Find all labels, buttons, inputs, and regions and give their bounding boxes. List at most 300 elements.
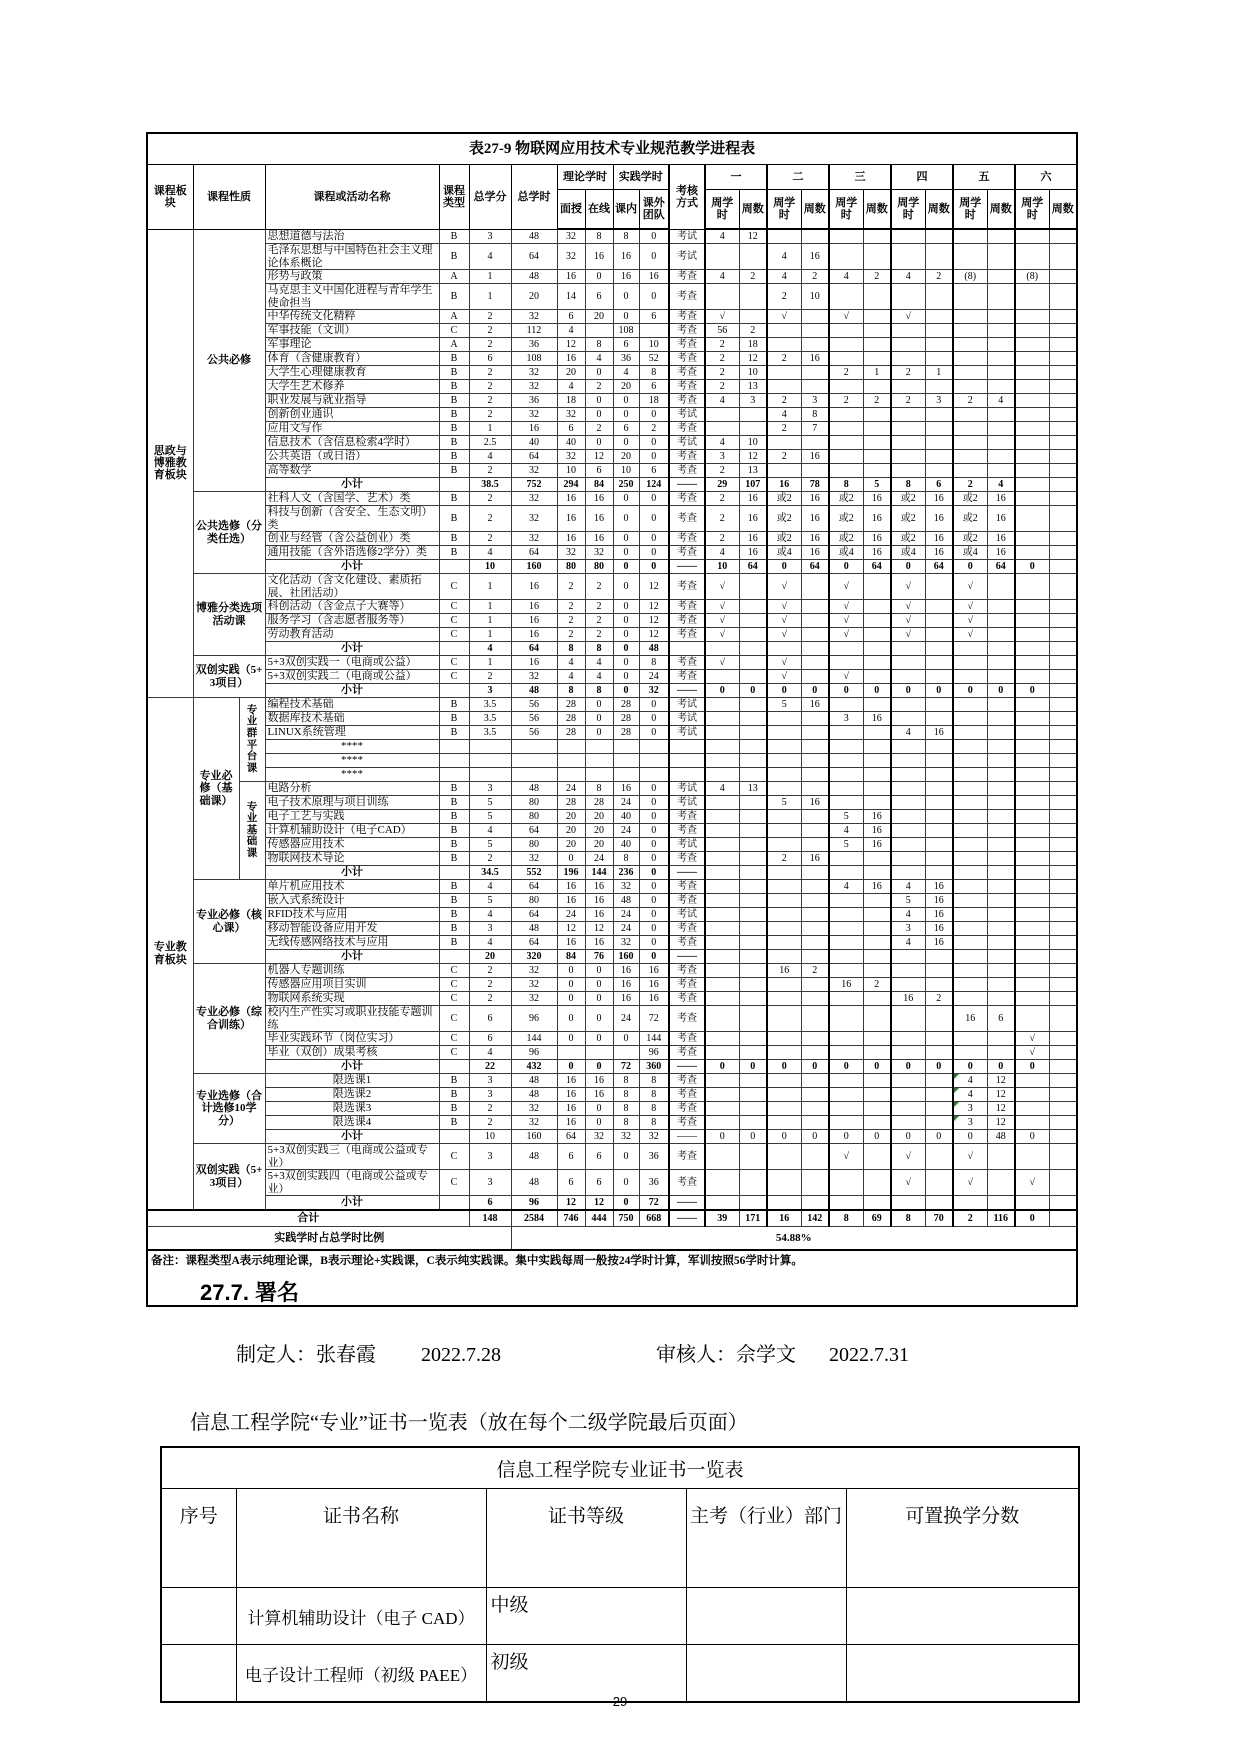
week-hours	[1015, 852, 1049, 866]
online-hours: 4	[585, 656, 613, 670]
weeks	[801, 436, 829, 450]
week-hours	[953, 338, 987, 352]
weeks: 0	[801, 1130, 829, 1144]
week-hours	[891, 1102, 925, 1116]
week-hours	[767, 324, 801, 338]
cell-cert-name: 计算机辅助设计（电子 CAD）	[236, 1588, 486, 1645]
out-of-class-hours: 32	[639, 1130, 669, 1144]
week-hours: 0	[891, 560, 925, 574]
total-credits: 3	[469, 684, 511, 698]
week-hours	[767, 936, 801, 950]
week-hours	[767, 824, 801, 838]
weeks	[1049, 380, 1077, 394]
week-hours: 或2	[953, 506, 987, 532]
weeks	[987, 366, 1015, 380]
assessment: 考查	[669, 894, 705, 908]
weeks	[1049, 796, 1077, 810]
weeks	[801, 978, 829, 992]
out-of-class-hours: 0	[639, 284, 669, 310]
weeks	[863, 782, 891, 796]
in-class-hours: 160	[613, 950, 639, 964]
weeks	[1049, 600, 1077, 614]
in-class-hours: 24	[613, 796, 639, 810]
total-credits: 1	[469, 600, 511, 614]
col-week-hours: 周学时	[1015, 190, 1049, 230]
week-hours	[705, 992, 739, 1006]
week-hours: 2	[705, 366, 739, 380]
table-row	[147, 698, 1077, 712]
weeks	[739, 852, 767, 866]
course-name: 机器人专题训练	[265, 964, 439, 978]
weeks	[1049, 244, 1077, 270]
total-hours: 32	[511, 492, 557, 506]
week-hours	[705, 880, 739, 894]
week-hours: √	[1015, 1170, 1049, 1196]
week-hours: 16	[767, 1210, 801, 1227]
weeks: 64	[801, 560, 829, 574]
table-row	[147, 284, 1077, 310]
week-hours	[891, 866, 925, 880]
week-hours	[767, 866, 801, 880]
weeks	[739, 894, 767, 908]
weeks	[801, 922, 829, 936]
weeks	[1049, 284, 1077, 310]
weeks: 10	[739, 366, 767, 380]
total-credits: 3	[469, 1088, 511, 1102]
weeks: 13	[739, 380, 767, 394]
week-hours	[891, 1116, 925, 1130]
course-name: 计算机辅助设计（电子CAD）	[265, 824, 439, 838]
online-hours: 8	[585, 338, 613, 352]
weeks	[863, 600, 891, 614]
weeks	[987, 244, 1015, 270]
weeks	[739, 1102, 767, 1116]
week-hours	[767, 810, 801, 824]
course-name: 限选课4	[265, 1116, 439, 1130]
week-hours	[1015, 478, 1049, 492]
cell-cert-grade: 初级	[486, 1645, 686, 1703]
cell-cert-grade: 中级	[486, 1588, 686, 1645]
weeks	[925, 754, 953, 768]
week-hours	[1015, 506, 1049, 532]
course-type: C	[439, 324, 469, 338]
weeks	[1049, 782, 1077, 796]
weeks	[925, 436, 953, 450]
course-type: A	[439, 310, 469, 324]
weeks	[925, 782, 953, 796]
total-hours: 80	[511, 796, 557, 810]
table-row	[147, 532, 1077, 546]
signature-line	[236, 1338, 909, 1367]
weeks: 8	[801, 408, 829, 422]
weeks: 16	[925, 936, 953, 950]
week-hours: 0	[1015, 1130, 1049, 1144]
weeks	[987, 656, 1015, 670]
week-hours	[953, 450, 987, 464]
week-hours: 4	[767, 408, 801, 422]
in-class-hours: 0	[613, 614, 639, 628]
week-hours	[1015, 284, 1049, 310]
course-type: A	[439, 270, 469, 284]
f2f-hours: 32	[557, 450, 585, 464]
week-hours	[829, 244, 863, 270]
assessment: 考查	[669, 964, 705, 978]
block-label: 专业教育板块	[147, 698, 193, 1211]
weeks	[1049, 1060, 1077, 1074]
out-of-class-hours: 16	[639, 978, 669, 992]
week-hours: 0	[767, 560, 801, 574]
table-row	[147, 768, 1077, 782]
week-hours	[829, 656, 863, 670]
week-hours	[1015, 352, 1049, 366]
online-hours: 16	[585, 492, 613, 506]
week-hours	[1015, 532, 1049, 546]
week-hours: 0	[891, 1130, 925, 1144]
table-row	[147, 546, 1077, 560]
week-hours: 4	[705, 229, 739, 244]
weeks: 107	[739, 478, 767, 492]
total-credits: 20	[469, 950, 511, 964]
week-hours	[767, 838, 801, 852]
weeks	[1049, 614, 1077, 628]
in-class-hours: 0	[613, 574, 639, 600]
online-hours	[585, 324, 613, 338]
table-row	[147, 824, 1077, 838]
weeks: 2	[863, 978, 891, 992]
weeks: 64	[863, 560, 891, 574]
weeks	[1049, 1130, 1077, 1144]
course-type: B	[439, 408, 469, 422]
week-hours: 8	[829, 478, 863, 492]
weeks	[863, 380, 891, 394]
f2f-hours: 32	[557, 229, 585, 244]
weeks	[987, 1046, 1015, 1060]
out-of-class-hours: 144	[639, 1032, 669, 1046]
week-hours	[1015, 754, 1049, 768]
out-of-class-hours: 12	[639, 574, 669, 600]
week-hours: √	[891, 614, 925, 628]
week-hours: 2	[767, 422, 801, 436]
course-type	[439, 768, 469, 782]
weeks: 10	[739, 436, 767, 450]
course-type: B	[439, 726, 469, 740]
online-hours: 4	[585, 670, 613, 684]
weeks: 16	[801, 352, 829, 366]
maker-date: 2022.7.28	[421, 1344, 501, 1366]
week-hours: 或2	[953, 532, 987, 546]
week-hours	[1015, 628, 1049, 642]
weeks: 16	[863, 546, 891, 560]
week-hours	[953, 978, 987, 992]
week-hours	[953, 310, 987, 324]
weeks: 16	[739, 546, 767, 560]
weeks	[863, 698, 891, 712]
weeks	[1049, 394, 1077, 408]
weeks	[925, 698, 953, 712]
practice-ratio-label: 实践学时占总学时比例	[147, 1227, 511, 1251]
week-hours	[953, 1032, 987, 1046]
weeks	[801, 992, 829, 1006]
week-hours: 4	[891, 726, 925, 740]
assessment: 考查	[669, 284, 705, 310]
table-row	[147, 1144, 1077, 1170]
f2f-hours: 80	[557, 560, 585, 574]
in-class-hours: 0	[613, 506, 639, 532]
table-row	[147, 380, 1077, 394]
weeks	[863, 229, 891, 244]
f2f-hours: 8	[557, 684, 585, 698]
course-type: B	[439, 810, 469, 824]
weeks	[1049, 338, 1077, 352]
course-name: 5+3双创实践一（电商或公益）	[265, 656, 439, 670]
week-hours	[1015, 908, 1049, 922]
section-label: 专业必修（核心课）	[193, 880, 265, 964]
table-row	[147, 1102, 1077, 1116]
assessment: ——	[669, 1210, 705, 1227]
week-hours	[1015, 436, 1049, 450]
weeks: 16	[925, 532, 953, 546]
week-hours	[705, 408, 739, 422]
week-hours	[1015, 740, 1049, 754]
weeks	[1049, 532, 1077, 546]
week-hours: √	[891, 628, 925, 642]
course-type: B	[439, 380, 469, 394]
week-hours	[767, 1196, 801, 1211]
online-hours: 16	[585, 532, 613, 546]
course-type: B	[439, 908, 469, 922]
online-hours: 2	[585, 380, 613, 394]
total-hours: 752	[511, 478, 557, 492]
f2f-hours: 28	[557, 698, 585, 712]
weeks: 48	[987, 1130, 1015, 1144]
in-class-hours: 20	[613, 380, 639, 394]
certificate-table	[160, 1446, 1080, 1703]
f2f-hours	[557, 754, 585, 768]
weeks	[987, 614, 1015, 628]
cert-table-caption: 信息工程学院“专业”证书一览表（放在每个二级学院最后页面）	[190, 1412, 748, 1434]
total-hours: 64	[511, 936, 557, 950]
weeks	[987, 338, 1015, 352]
weeks	[863, 338, 891, 352]
table-row	[147, 394, 1077, 408]
table-row	[147, 628, 1077, 642]
weeks	[801, 614, 829, 628]
week-hours	[1015, 936, 1049, 950]
weeks: 12	[987, 1074, 1015, 1088]
online-hours: 0	[585, 1116, 613, 1130]
week-hours	[891, 1032, 925, 1046]
weeks	[863, 614, 891, 628]
total-hours: 32	[511, 670, 557, 684]
f2f-hours	[557, 1046, 585, 1060]
col-semester-2: 二	[767, 165, 829, 190]
week-hours: 2	[767, 284, 801, 310]
f2f-hours: 4	[557, 380, 585, 394]
f2f-hours: 84	[557, 950, 585, 964]
out-of-class-hours: 6	[639, 464, 669, 478]
weeks	[925, 1088, 953, 1102]
weeks	[739, 1196, 767, 1211]
online-hours: 16	[585, 1074, 613, 1088]
online-hours: 20	[585, 810, 613, 824]
course-name: ****	[265, 768, 439, 782]
weeks: 12	[739, 352, 767, 366]
weeks	[925, 422, 953, 436]
in-class-hours: 0	[613, 642, 639, 656]
week-hours: 4	[891, 270, 925, 284]
table-row	[147, 1170, 1077, 1196]
course-name: 大学生艺术修养	[265, 380, 439, 394]
course-type: C	[439, 600, 469, 614]
weeks	[987, 824, 1015, 838]
weeks	[987, 270, 1015, 284]
table-row	[147, 450, 1077, 464]
weeks: 16	[801, 698, 829, 712]
f2f-hours: 4	[557, 670, 585, 684]
week-hours	[953, 408, 987, 422]
cell-index	[161, 1588, 236, 1645]
col-online: 在线	[585, 190, 613, 230]
week-hours	[829, 782, 863, 796]
out-of-class-hours	[639, 740, 669, 754]
online-hours: 16	[585, 506, 613, 532]
course-type	[439, 1060, 469, 1074]
weeks	[1049, 1144, 1077, 1170]
weeks	[925, 380, 953, 394]
week-hours	[1015, 1088, 1049, 1102]
week-hours: 0	[829, 560, 863, 574]
weeks	[1049, 1088, 1077, 1102]
week-hours	[829, 450, 863, 464]
weeks	[801, 464, 829, 478]
out-of-class-hours: 16	[639, 270, 669, 284]
week-hours: 0	[1015, 560, 1049, 574]
table-row	[147, 1088, 1077, 1102]
table-row	[147, 270, 1077, 284]
col-semester-3: 三	[829, 165, 891, 190]
weeks	[863, 244, 891, 270]
weeks	[801, 1116, 829, 1130]
out-of-class-hours: 10	[639, 338, 669, 352]
total-value: 444	[585, 1210, 613, 1227]
weeks	[863, 1196, 891, 1211]
week-hours: √	[767, 670, 801, 684]
table-row	[147, 964, 1077, 978]
course-type	[439, 866, 469, 880]
total-credits: 1	[469, 270, 511, 284]
course-type: B	[439, 838, 469, 852]
week-hours	[953, 366, 987, 380]
total-hours: 64	[511, 642, 557, 656]
week-hours	[953, 642, 987, 656]
week-hours	[767, 768, 801, 782]
total-hours: 20	[511, 284, 557, 310]
course-name: 马克思主义中国化进程与青年学生使命担当	[265, 284, 439, 310]
out-of-class-hours: 0	[639, 880, 669, 894]
weeks: 16	[801, 796, 829, 810]
weeks: 64	[925, 560, 953, 574]
total-hours: 64	[511, 908, 557, 922]
table-row	[147, 1196, 1077, 1211]
total-credits: 2	[469, 338, 511, 352]
f2f-hours: 4	[557, 324, 585, 338]
weeks	[1049, 574, 1077, 600]
table-row	[147, 936, 1077, 950]
weeks	[987, 796, 1015, 810]
week-hours	[1015, 866, 1049, 880]
total-hours: 48	[511, 684, 557, 698]
total-credits: 4	[469, 908, 511, 922]
week-hours	[705, 642, 739, 656]
week-hours	[767, 1102, 801, 1116]
week-hours	[767, 1074, 801, 1088]
grand-total-row	[147, 1210, 1077, 1227]
table-title: 表27-9 物联网应用技术专业规范教学进程表	[147, 133, 1077, 165]
course-name: 限选课3	[265, 1102, 439, 1116]
weeks	[1049, 352, 1077, 366]
weeks	[987, 852, 1015, 866]
total-hours: 56	[511, 698, 557, 712]
table-row	[147, 464, 1077, 478]
section-label: 专业必修（基础课）	[193, 698, 239, 880]
weeks	[1049, 684, 1077, 698]
week-hours	[953, 922, 987, 936]
course-type: C	[439, 574, 469, 600]
weeks: 6	[987, 1006, 1015, 1032]
col-block: 课程板块	[147, 165, 193, 230]
week-hours: 4	[891, 936, 925, 950]
course-type: B	[439, 450, 469, 464]
weeks: 16	[863, 810, 891, 824]
weeks	[801, 1196, 829, 1211]
week-hours: 2	[705, 380, 739, 394]
out-of-class-hours: 0	[639, 506, 669, 532]
out-of-class-hours	[639, 754, 669, 768]
course-name: 高等数学	[265, 464, 439, 478]
in-class-hours: 28	[613, 726, 639, 740]
weeks	[739, 1170, 767, 1196]
week-hours	[705, 838, 739, 852]
weeks	[987, 936, 1015, 950]
weeks	[801, 642, 829, 656]
table-row	[147, 1074, 1077, 1088]
weeks	[1049, 754, 1077, 768]
week-hours	[1015, 1196, 1049, 1211]
in-class-hours: 250	[613, 478, 639, 492]
in-class-hours: 16	[613, 782, 639, 796]
online-hours: 8	[585, 684, 613, 698]
week-hours: 5	[829, 838, 863, 852]
online-hours: 0	[585, 726, 613, 740]
weeks	[739, 1046, 767, 1060]
weeks	[925, 600, 953, 614]
weeks	[863, 754, 891, 768]
assessment: ——	[669, 684, 705, 698]
table-row	[147, 656, 1077, 670]
weeks	[1049, 810, 1077, 824]
out-of-class-hours: 0	[639, 408, 669, 422]
out-of-class-hours: 0	[639, 698, 669, 712]
in-class-hours: 24	[613, 908, 639, 922]
table-row	[147, 244, 1077, 270]
week-hours: 4	[953, 1074, 987, 1088]
subtotal-label: 小计	[265, 866, 439, 880]
week-hours	[891, 950, 925, 964]
assessment: ——	[669, 478, 705, 492]
week-hours	[1015, 922, 1049, 936]
week-hours	[953, 768, 987, 782]
course-name: 应用文写作	[265, 422, 439, 436]
